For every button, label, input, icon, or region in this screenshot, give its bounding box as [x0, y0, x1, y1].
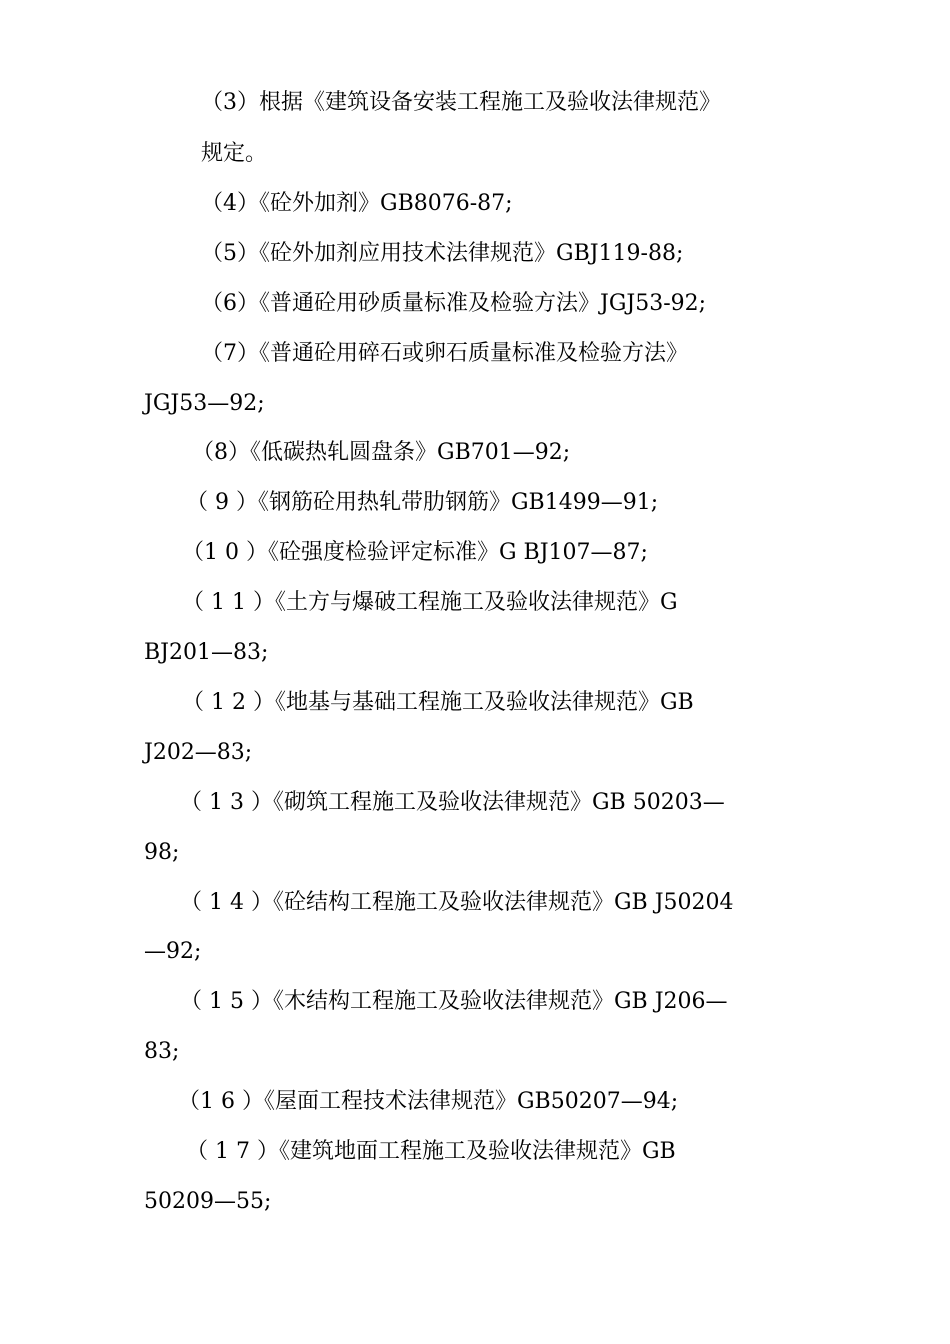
text-line-18: —92; [144, 939, 202, 964]
text-line-11: （ 1 1 ）《土方与爆破工程施工及验收法律规范》G [182, 590, 678, 615]
text-line-17: （ 1 4 ）《砼结构工程施工及验收法律规范》GB J50204 [180, 890, 734, 915]
text-line-9: （ 9 ）《钢筋砼用热轧带肋钢筋》GB1499—91; [186, 490, 659, 515]
text-line-2: 规定。 [201, 141, 268, 166]
text-line-5: （6）《普通砼用砂质量标准及检验方法》JGJ53-92; [201, 291, 707, 316]
text-line-1: （3）根据《建筑设备安装工程施工及验收法律规范》 [201, 90, 721, 115]
text-line-8: （8）《低碳热轧圆盘条》GB701—92; [192, 440, 571, 465]
text-line-13: （ 1 2 ）《地基与基础工程施工及验收法律规范》GB [182, 690, 694, 715]
text-line-12: BJ201—83; [144, 640, 269, 665]
text-line-7: JGJ53—92; [144, 391, 265, 416]
text-line-16: 98; [144, 840, 180, 865]
text-line-3: （4）《砼外加剂》GB8076-87; [201, 191, 513, 216]
text-line-22: （ 1 7 ）《建筑地面工程施工及验收法律规范》GB [186, 1139, 676, 1164]
text-line-14: J202—83; [144, 740, 253, 765]
text-line-20: 83; [144, 1039, 180, 1064]
text-line-21: （1 6 ）《屋面工程技术法律规范》GB50207—94; [178, 1089, 679, 1114]
text-line-10: （1 0 ）《砼强度检验评定标准》G BJ107—87; [182, 540, 648, 565]
text-line-15: （ 1 3 ）《砌筑工程施工及验收法律规范》GB 50203— [180, 790, 725, 815]
text-line-6: （7）《普通砼用碎石或卵石质量标准及检验方法》 [201, 341, 688, 366]
text-line-4: （5）《砼外加剂应用技术法律规范》GBJ119-88; [201, 241, 684, 266]
text-line-19: （ 1 5 ）《木结构工程施工及验收法律规范》GB J206— [180, 989, 728, 1014]
text-line-23: 50209—55; [144, 1189, 272, 1214]
